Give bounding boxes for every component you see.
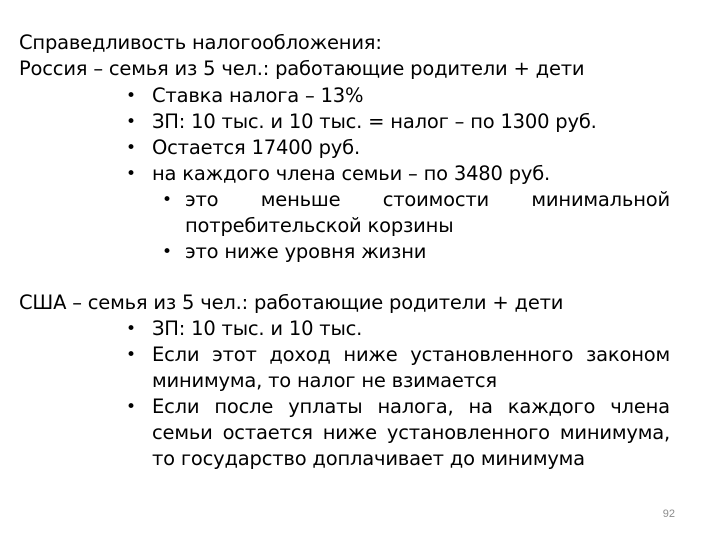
word: минимальной [531, 188, 670, 211]
usa-heading: США – семья из 5 чел.: работающие родители + дети [19, 291, 564, 314]
usa-bullet-3-line-1 [152, 394, 670, 420]
slide-title: Справедливость налогообложения: [19, 31, 382, 54]
sub-bullet-dot: • [162, 190, 173, 210]
word: каждого [507, 395, 596, 418]
russia-bullet-1: Ставка налога – 13% [152, 84, 364, 107]
word: ниже [322, 421, 377, 444]
word: на [468, 395, 493, 418]
word: налога, [377, 395, 454, 418]
russia-bullet-4: на каждого члена семьи – по 3480 руб. [152, 162, 551, 185]
bullet-dot: • [126, 345, 137, 365]
word: члена [610, 395, 670, 418]
word: доход [269, 343, 331, 366]
word: установленного [386, 421, 550, 444]
word: установленного [410, 343, 574, 366]
bullet-dot: • [126, 164, 137, 184]
word: Если [152, 395, 200, 418]
bullet-dot: • [126, 397, 137, 417]
word: минимума, [559, 421, 670, 444]
bullet-dot: • [126, 319, 137, 339]
page-number: 92 [662, 508, 675, 520]
usa-bullet-2-line-2: минимума, то налог не взимается [152, 369, 497, 392]
usa-bullet-2-line-1 [152, 342, 670, 368]
word: семьи [152, 421, 213, 444]
russia-sub-bullet-1-line-1 [185, 187, 670, 213]
word: это [185, 188, 219, 211]
word: ниже [343, 343, 398, 366]
word: меньше [260, 188, 341, 211]
usa-bullet-3-line-2 [152, 420, 670, 446]
usa-bullet-3-line-3: то государство доплачивает до минимума [152, 447, 585, 470]
word: этот [212, 343, 257, 366]
word: уплаты [288, 395, 363, 418]
bullet-dot: • [126, 112, 137, 132]
sub-bullet-dot: • [162, 242, 173, 262]
bullet-dot: • [126, 138, 137, 158]
word: после [214, 395, 274, 418]
word: законом [585, 343, 670, 366]
usa-bullet-1: ЗП: 10 тыс. и 10 тыс. [152, 317, 363, 340]
russia-bullet-3: Остается 17400 руб. [152, 136, 360, 159]
word: остается [222, 421, 313, 444]
russia-bullet-2: ЗП: 10 тыс. и 10 тыс. = налог – по 1300 руб. [152, 110, 597, 133]
bullet-dot: • [126, 86, 137, 106]
russia-sub-bullet-1-line-2: потребительской корзины [185, 214, 454, 237]
russia-sub-bullet-2: это ниже уровня жизни [185, 240, 427, 263]
russia-heading: Россия – семья из 5 чел.: работающие родители + дети [19, 57, 585, 80]
word: Если [152, 343, 200, 366]
word: стоимости [382, 188, 490, 211]
